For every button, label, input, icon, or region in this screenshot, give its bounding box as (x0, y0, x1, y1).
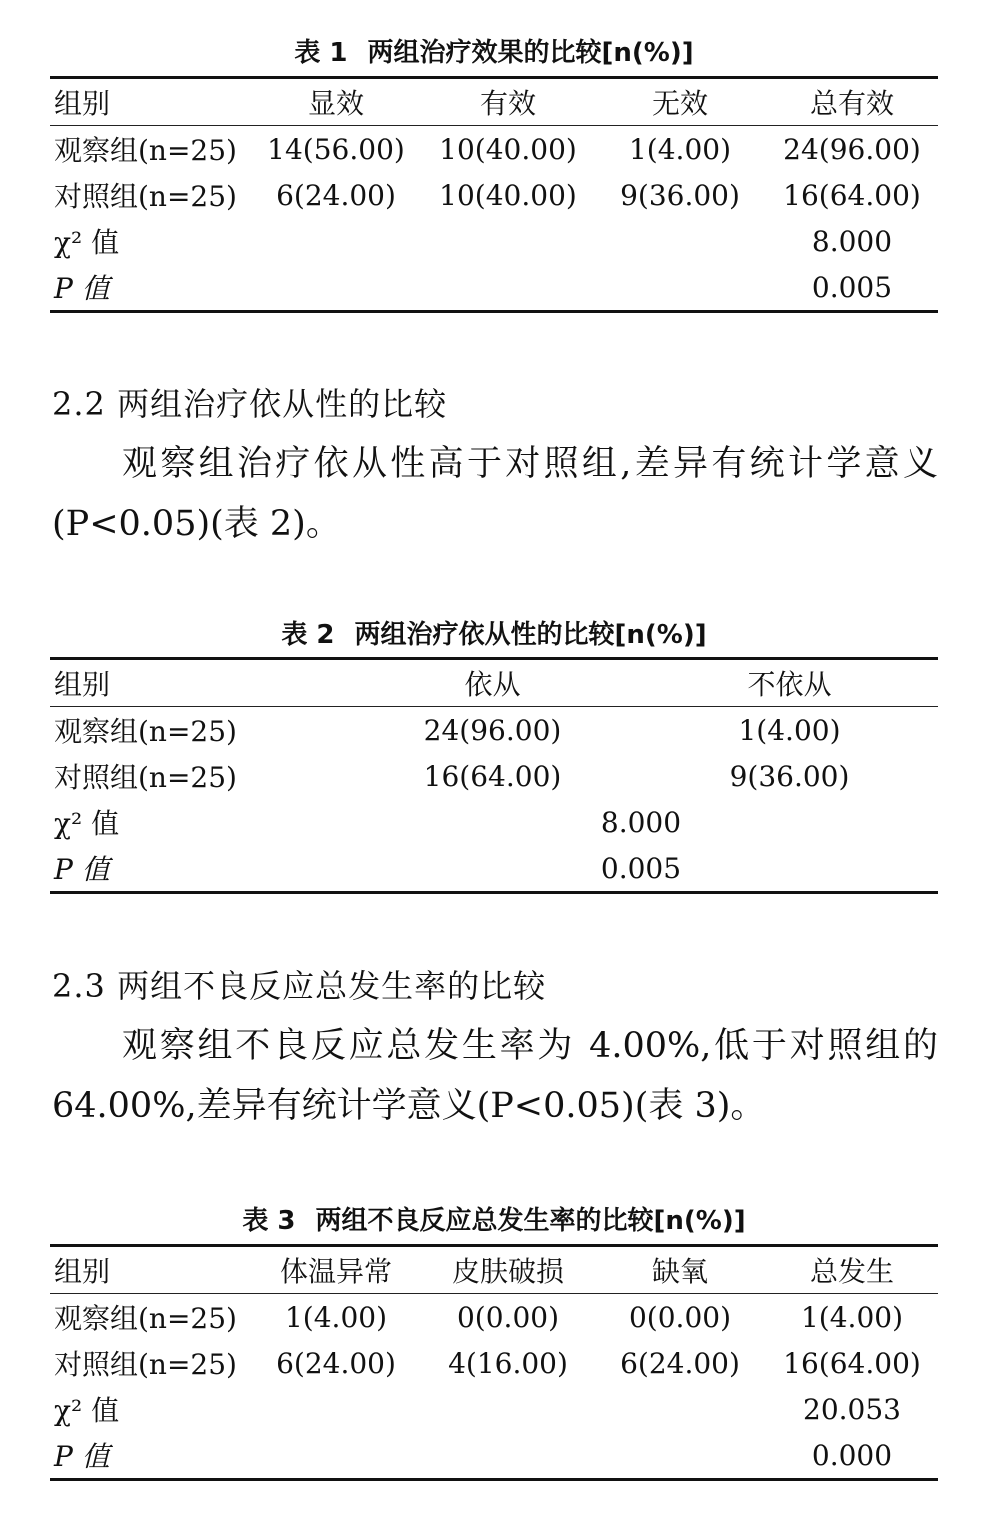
table1-header-effective: 有效 (422, 78, 594, 126)
table-cell: 1(4.00) (284, 1300, 387, 1334)
table1-header-ineffective: 无效 (594, 78, 766, 126)
table1 (50, 76, 938, 313)
p-value: 0.000 (811, 1438, 893, 1472)
table2 (50, 657, 938, 894)
chi-square-label: χ² 值 (54, 807, 120, 840)
row-label: 观察组(n=25) (54, 1302, 237, 1335)
table-row (50, 1340, 938, 1386)
p-value-label: P 值 (54, 853, 110, 886)
chi-square-label: χ² 值 (54, 226, 120, 259)
table-cell: 0(0.00) (456, 1300, 559, 1334)
table1-caption-number: 表 1 (294, 38, 348, 68)
p-value-label: P 值 (54, 1440, 110, 1473)
section-2-2-paragraph: 观察组治疗依从性高于对照组,差异有统计学意义(P<0.05)(表 2)。 (52, 444, 938, 544)
table-cell: 10(40.00) (439, 178, 577, 212)
table-row (50, 172, 938, 218)
table-cell: 16(64.00) (783, 1346, 921, 1380)
table-cell: 10(40.00) (439, 132, 577, 166)
table3-caption (50, 1204, 938, 1238)
table-cell: 9(36.00) (620, 178, 740, 212)
table2-header-noncompliant: 不依从 (641, 659, 938, 707)
table2-header-row (50, 659, 938, 707)
table2-caption (50, 618, 938, 652)
chi-square-value: 8.000 (600, 805, 682, 839)
table2-header-group: 组别 (50, 659, 344, 707)
p-value: 0.005 (600, 851, 682, 885)
table3-caption-text: 两组不良反应总发生率的比较[n(%)] (315, 1206, 746, 1236)
table1-caption-text: 两组治疗效果的比较[n(%)] (367, 38, 694, 68)
table-cell: 24(96.00) (423, 713, 562, 747)
p-value-row (50, 1432, 938, 1480)
table-cell: 1(4.00) (800, 1300, 903, 1334)
table-cell: 6(24.00) (620, 1346, 740, 1380)
table-cell: 16(64.00) (783, 178, 921, 212)
table3-header-total: 总发生 (766, 1246, 938, 1294)
row-label: 观察组(n=25) (54, 134, 237, 167)
table-cell: 0(0.00) (628, 1300, 731, 1334)
table-cell: 4(16.00) (448, 1346, 568, 1380)
table-cell: 14(56.00) (267, 132, 405, 166)
table3-caption-number: 表 3 (242, 1206, 296, 1236)
table3-header-skin: 皮肤破损 (422, 1246, 594, 1294)
table-cell: 24(96.00) (783, 132, 921, 166)
table-cell: 1(4.00) (738, 713, 841, 747)
chi-square-row (50, 218, 938, 264)
table1-header-marked: 显效 (250, 78, 422, 126)
table-row (50, 126, 938, 173)
table1-header-total: 总有效 (766, 78, 938, 126)
table-cell: 1(4.00) (628, 132, 731, 166)
table-row (50, 1294, 938, 1341)
table-cell: 6(24.00) (276, 178, 396, 212)
p-value-row (50, 845, 938, 893)
table3-header-group: 组别 (50, 1246, 250, 1294)
row-label: 观察组(n=25) (54, 715, 237, 748)
chi-square-row (50, 799, 938, 845)
section-2-2-title: 2.2 两组治疗依从性的比较 (52, 385, 448, 423)
section-2-3-title: 2.3 两组不良反应总发生率的比较 (52, 967, 547, 1005)
table1-header-group: 组别 (50, 78, 250, 126)
table-cell: 16(64.00) (423, 759, 562, 793)
table3-header-hypoxia: 缺氧 (594, 1246, 766, 1294)
table3 (50, 1244, 938, 1481)
table3-header-fever: 体温异常 (250, 1246, 422, 1294)
row-label: 对照组(n=25) (54, 761, 237, 794)
section-2-3-paragraph: 观察组不良反应总发生率为 4.00%,低于对照组的 64.00%,差异有统计学意义(P<0.05)(表 3)。 (52, 1026, 938, 1126)
chi-square-label: χ² 值 (54, 1394, 120, 1427)
table3-header-row (50, 1246, 938, 1294)
row-label: 对照组(n=25) (54, 1348, 237, 1381)
table1-caption (50, 36, 938, 70)
table1-header-row (50, 78, 938, 126)
row-label: 对照组(n=25) (54, 180, 237, 213)
table-cell: 6(24.00) (276, 1346, 396, 1380)
table2-caption-number: 表 2 (281, 620, 335, 650)
table-cell: 9(36.00) (729, 759, 850, 793)
table-row (50, 707, 938, 754)
chi-square-row (50, 1386, 938, 1432)
table-row (50, 753, 938, 799)
p-value-row (50, 264, 938, 312)
chi-square-value: 20.053 (803, 1392, 901, 1426)
p-value-label: P 值 (54, 272, 110, 305)
table2-header-compliant: 依从 (344, 659, 641, 707)
table2-caption-text: 两组治疗依从性的比较[n(%)] (354, 620, 707, 650)
p-value: 0.005 (811, 270, 893, 304)
chi-square-value: 8.000 (811, 224, 893, 258)
